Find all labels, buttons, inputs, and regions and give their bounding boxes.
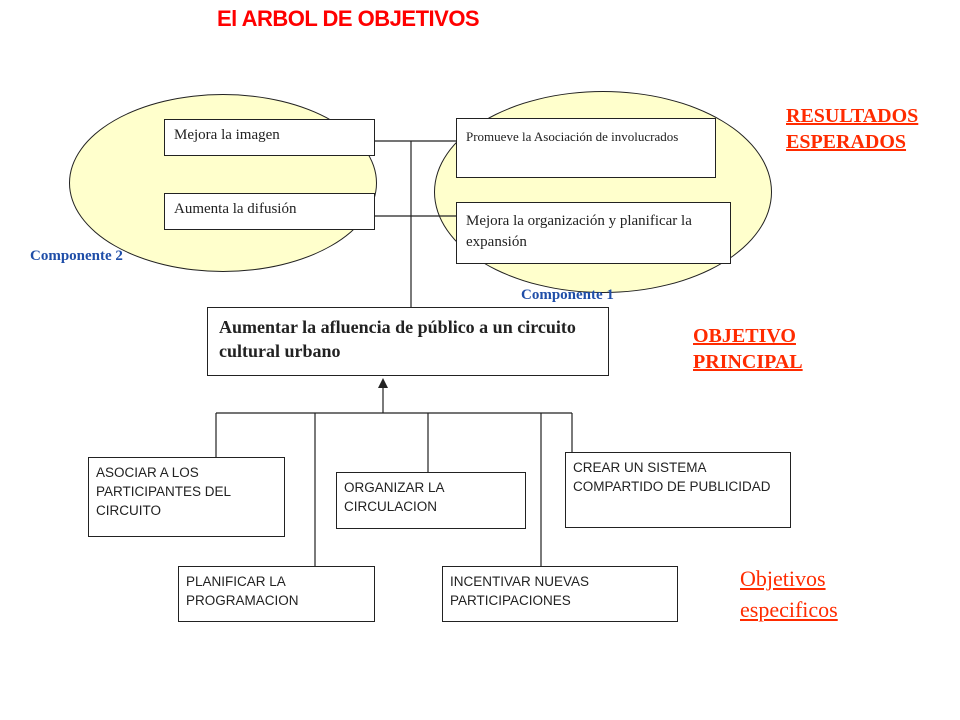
- result-box-mejora-imagen: Mejora la imagen: [164, 119, 375, 156]
- label-line: Objetivos: [740, 566, 826, 591]
- result-box-aumenta-difusion: Aumenta la difusión: [164, 193, 375, 230]
- specific-objective-crear: CREAR UN SISTEMA COMPARTIDO DE PUBLICIDAD: [565, 452, 791, 528]
- result-box-asociacion: Promueve la Asociación de involucrados: [456, 118, 716, 178]
- component-2-label: Componente 2: [30, 248, 123, 264]
- main-objective-box: Aumentar la afluencia de público a un circuito cultural urbano: [207, 307, 609, 376]
- resultados-esperados-label: [786, 103, 918, 155]
- label-line: RESULTADOS: [786, 105, 919, 127]
- result-box-organizacion: Mejora la organización y planificar la expansión: [456, 202, 731, 264]
- specific-objective-planificar: PLANIFICAR LA PROGRAMACION: [178, 566, 375, 622]
- label-line: OBJETIVO: [693, 325, 796, 347]
- label-line: ESPERADOS: [786, 131, 907, 153]
- label-line: especificos: [740, 597, 838, 622]
- specific-objective-organizar: ORGANIZAR LA CIRCULACION: [336, 472, 526, 529]
- objetivos-especificos-label: [740, 563, 838, 625]
- diagram-title: El ARBOL DE OBJETIVOS: [217, 6, 480, 31]
- specific-objective-asociar: ASOCIAR A LOS PARTICIPANTES DEL CIRCUITO: [88, 457, 285, 537]
- specific-objective-incentivar: INCENTIVAR NUEVAS PARTICIPACIONES: [442, 566, 678, 622]
- arrow-head: [378, 378, 388, 388]
- component-1-label: Componente 1: [521, 287, 614, 303]
- objetivo-principal-label: [693, 323, 803, 375]
- label-line: PRINCIPAL: [693, 351, 803, 373]
